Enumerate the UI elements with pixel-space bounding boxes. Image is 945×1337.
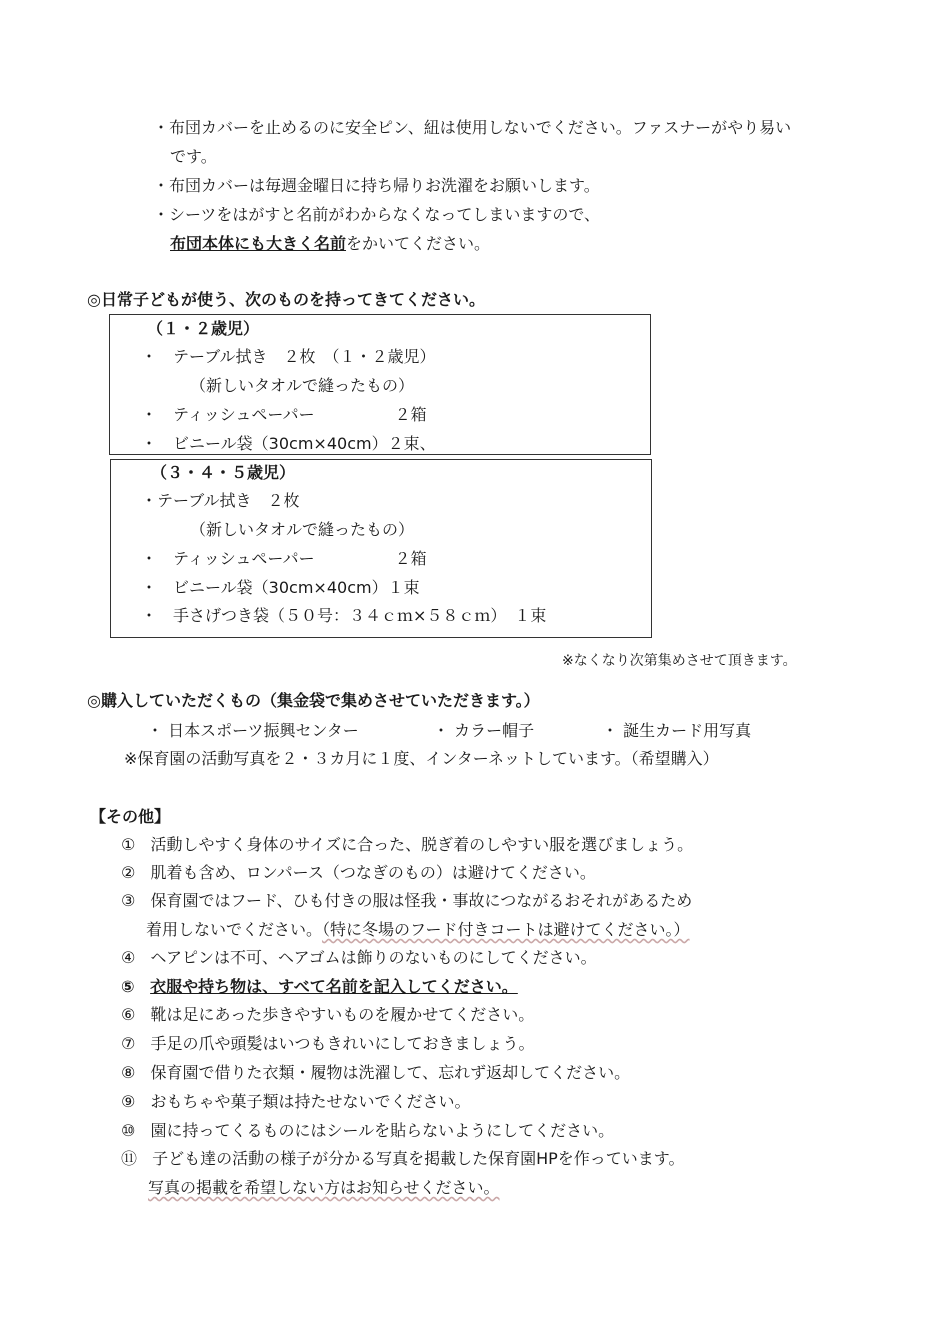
purchase-item: ・ 日本スポーツ振興センター: [147, 721, 359, 740]
item-text: 子ども達の活動の様子が分かる写真を掲載した保育園HPを作っています。: [152, 1149, 685, 1168]
futon-note-4-rest: をかいてください。: [346, 234, 491, 253]
item-number: ⑤: [121, 977, 135, 996]
daily-heading: ◎日常子どもが使う、次のものを持ってきてください。: [87, 290, 485, 309]
item-number: ⑥: [121, 1005, 136, 1024]
numbered-item: [121, 834, 693, 856]
futon-note-1: ・布団カバーを止めるのに安全ピン、紐は使用しないでください。ファスナーがやり易い: [153, 118, 792, 137]
futon-note-1-cont: です。: [170, 147, 217, 166]
numbered-item: [121, 1091, 470, 1113]
list-item: （新しいタオルで縫ったもの）: [190, 376, 415, 395]
futon-note-2: ・布団カバーは毎週金曜日に持ち帰りお洗濯をお願いします。: [153, 176, 600, 195]
purchase-note: ※保育園の活動写真を２・３カ月に１度、インターネットしています。（希望購入）: [124, 749, 719, 768]
futon-note-4: [170, 233, 490, 255]
numbered-item: [121, 1062, 630, 1084]
other-heading: 【その他】: [90, 807, 171, 826]
list-item: ・ ビニール袋（30cm×40cm）１束: [141, 578, 420, 597]
item-number: ⑨: [121, 1092, 136, 1111]
item-3-cont-b: （特に冬場のフード付きコートは避けてください。）: [322, 920, 690, 939]
purchase-item: ・ 誕生カード用写真: [602, 721, 752, 740]
item-text: 保育園で借りた衣類・履物は洗濯して、忘れず返却してください。: [150, 1063, 631, 1082]
daily-note: ※なくなり次第集めさせて頂きます。: [562, 653, 797, 669]
futon-note-3: ・シーツをはがすと名前がわからなくなってしまいますので、: [153, 205, 601, 224]
list-item: ・ テーブル拭き ２枚 （１・２歳児）: [141, 347, 436, 366]
numbered-item: [121, 947, 597, 969]
list-item: ・テーブル拭き ２枚: [141, 491, 300, 510]
item-text: 保育園ではフード、ひも付きの服は怪我・事故につながるおそれがあるため: [150, 891, 693, 910]
item-number: ⑦: [121, 1034, 136, 1053]
item-number: ⑪: [121, 1149, 138, 1168]
list-item: ・ ビニール袋（30cm×40cm）２束、: [141, 434, 436, 453]
numbered-item: [121, 890, 692, 912]
list-item: （新しいタオルで縫ったもの）: [190, 520, 415, 539]
numbered-item: [121, 1120, 614, 1142]
item-number: ④: [121, 948, 136, 967]
photo-optout-note: 写真の掲載を希望しない方はお知らせください。: [148, 1178, 500, 1197]
numbered-item-emphasis: [121, 976, 518, 998]
item-number: ③: [121, 891, 136, 910]
item-text: 肌着も含め、ロンパース（つなぎのもの）は避けてください。: [150, 863, 596, 882]
item-text: 衣服や持ち物は、すべて名前を記入してください。: [150, 977, 518, 996]
item-text: 靴は足にあった歩きやすいものを履かせてください。: [150, 1005, 535, 1024]
list-item: ・ 手さげつき袋（５０号：３４ｃｍ×５８ｃｍ） １束: [141, 606, 547, 625]
item-text: 園に持ってくるものにはシールを貼らないようにしてください。: [150, 1121, 615, 1140]
item-text: ヘアピンは不可、ヘアゴムは飾りのないものにしてください。: [150, 948, 597, 967]
item-text: 手足の爪や頭髪はいつもきれいにしておきましょう。: [150, 1034, 535, 1053]
item-3-cont-a: 着用しないでください。: [146, 920, 323, 939]
group345-title: （３・４・５歳児）: [151, 463, 296, 482]
item-number: ⑧: [121, 1063, 136, 1082]
item-number: ①: [121, 835, 136, 854]
item-text: 活動しやすく身体のサイズに合った、脱ぎ着のしやすい服を選びましょう。: [150, 835, 694, 854]
purchase-heading: ◎購入していただくもの（集金袋で集めさせていただきます。）: [87, 691, 540, 710]
item-11-continuation: [148, 1177, 500, 1199]
list-item: ・ ティッシュペーパー ２箱: [141, 405, 427, 424]
numbered-item: [121, 1004, 534, 1026]
group12-title: （１・２歳児）: [147, 319, 260, 338]
item-text: おもちゃや菓子類は持たせないでください。: [150, 1092, 471, 1111]
numbered-item: [121, 1033, 534, 1055]
numbered-item: [121, 862, 596, 884]
item-3-continuation: [146, 919, 690, 941]
futon-name-emphasis: 布団本体にも大きく名前: [170, 234, 347, 253]
item-number: ⑩: [121, 1121, 136, 1140]
list-item: ・ ティッシュペーパー ２箱: [141, 549, 427, 568]
numbered-item: [121, 1148, 685, 1170]
purchase-item: ・ カラー帽子: [433, 721, 535, 740]
item-number: ②: [121, 863, 136, 882]
